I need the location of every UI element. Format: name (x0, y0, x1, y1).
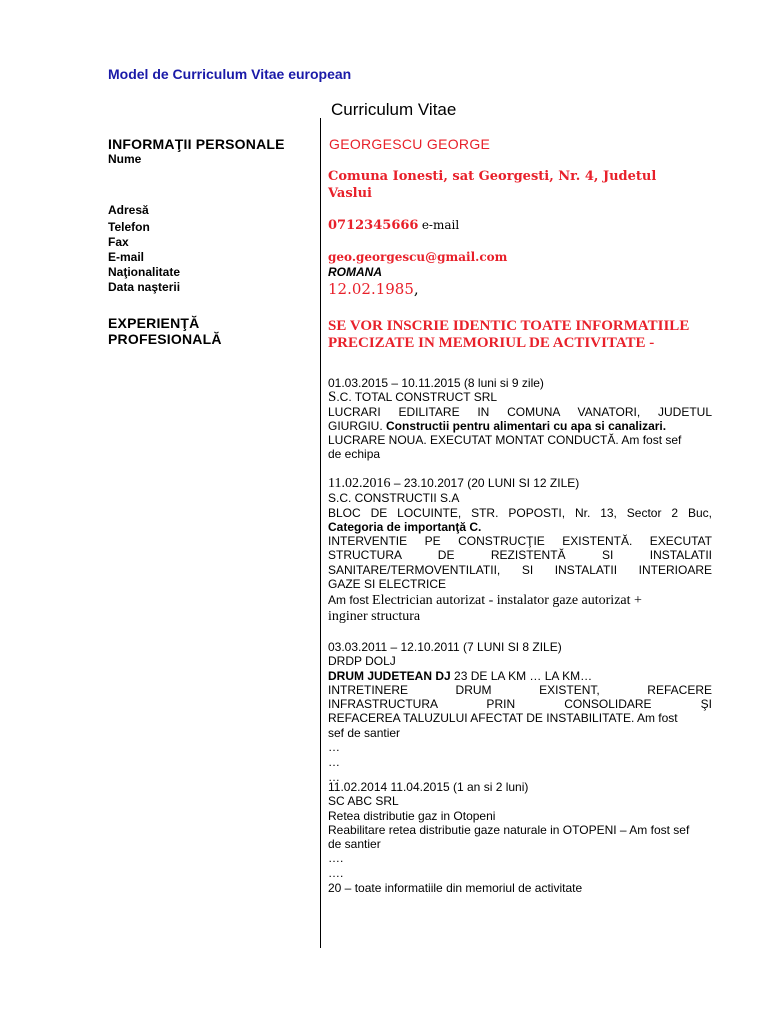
entry-2-role-2: inginer structura (328, 609, 421, 625)
entry-1-desc-4: de echipa (328, 447, 381, 462)
value-nationality: ROMANA (328, 265, 382, 279)
entry-4-ellipsis-2: …. (328, 866, 344, 881)
entry-2-period (328, 476, 712, 491)
entry-1-desc-3: LUCRARE NOUA. EXECUTAT MONTAT CONDUCTĂ. Am fost sef (328, 433, 682, 448)
entry-1-desc-1: LUCRARI EDILITARE IN COMUNA VANATORI, JUDETUL (328, 404, 712, 419)
entry-3-period: 03.03.2011 – 12.10.2011 (7 LUNI SI 8 ZILE) (328, 640, 562, 654)
experience-heading (108, 315, 222, 347)
label-telefon: Telefon (108, 220, 150, 234)
document-top-title: Model de Curriculum Vitae european (108, 66, 352, 82)
entry-1-desc-2-plain: GIURGIU. (328, 418, 383, 433)
experience-entry-4 (328, 780, 712, 896)
entry-3-line-3: INFRASTRUCTURA PRIN CONSOLIDARE ŞI (328, 697, 712, 712)
entry-2-line-6: GAZE SI ELECTRICE (328, 577, 447, 592)
entry-3-company: DRDP DOLJ (328, 654, 396, 669)
entry-3-line-4: REFACEREA TALUZULUI AFECTAT DE INSTABILITATE. Am fost (328, 711, 678, 726)
value-email: geo.georgescu@gmail.com (328, 250, 508, 264)
entry-2-period-rest: – 23.10.2017 (20 LUNI SI 12 ZILE) (390, 476, 580, 490)
entry-4-line-1: Retea distributie gaz in Otopeni (328, 808, 496, 823)
entry-4-line-2: Reabilitare retea distributie gaze naturale in OTOPENI – Am fost sef (328, 822, 690, 837)
address-line-1: Comuna Ionesti, sat Georgesti, Nr. 4, Judetul (328, 169, 657, 184)
entry-2-role-1 (328, 592, 712, 609)
entry-2-line-1: BLOC DE LOCUINTE, STR. POPOSTI, Nr. 13, Sector 2 Buc, (328, 505, 712, 520)
entry-1-desc-2-end: . (662, 418, 667, 433)
entry-1-company-initial: S (328, 389, 337, 406)
birth-date-text: 12.02.1985 (328, 280, 414, 298)
notice-line-1: SE VOR INSCRIE IDENTIC TOATE INFORMATIILE (328, 318, 690, 334)
entry-3-line-2: INTRETINERE DRUM EXISTENT, REFACERE (328, 682, 712, 697)
experience-heading-line-2: PROFESIONALĂ (108, 331, 222, 347)
experience-notice (328, 318, 689, 352)
value-phone: 0712345666 (328, 218, 419, 233)
entry-2-company: S.C. CONSTRUCTII S.A (328, 491, 460, 506)
entry-1-desc-2 (328, 419, 712, 433)
experience-entry-2 (328, 476, 712, 625)
label-data-nasterii: Data naşterii (108, 280, 181, 294)
entry-1-company-rest: .C. TOTAL CONSTRUCT SRL (336, 390, 498, 405)
label-fax: Fax (108, 235, 129, 249)
value-birth-date (328, 280, 419, 298)
entry-2-period-start: 11.02.2016 (328, 476, 391, 491)
entry-2-role-prefix: Am fost (328, 593, 369, 608)
value-name: GEORGESCU GEORGE (329, 136, 491, 152)
entry-4-final: 20 – toate informatiile din memoriul de activitate (328, 881, 583, 896)
entry-2-line-3: INTERVENTIE PE CONSTRUCŢIE EXISTENTĂ. EXECUTAT (328, 534, 712, 549)
entry-2-line-4: STRUCTURA DE REZISTENTĂ SI INSTALATII (328, 548, 712, 563)
personal-info-heading: INFORMAŢII PERSONALE (108, 136, 285, 152)
entry-3-line-5: sef de santier (328, 725, 401, 740)
address-line-2: Vaslui (328, 186, 372, 201)
experience-heading-line-1: EXPERIENŢĂ (108, 315, 200, 331)
entry-3-ellipsis-3: … (328, 770, 340, 785)
column-divider (320, 118, 321, 948)
entry-3-ellipsis-1: … (328, 740, 340, 755)
value-phone-row (328, 218, 459, 233)
entry-4-ellipsis-1: …. (328, 851, 344, 866)
entry-3-road: DRUM JUDETEAN DJ (328, 668, 451, 683)
entry-3-road-km: 23 DE LA KM … LA KM… (454, 668, 593, 683)
value-address (328, 168, 656, 202)
entry-4-period: 11.02.2014 11.04.2015 (1 an si 2 luni) (328, 780, 529, 794)
entry-1-desc-2-bold: Constructii pentru alimentari cu apa si canalizari (386, 418, 663, 433)
entry-1-period: 01.03.2015 – 10.11.2015 (8 luni si 9 zile) (328, 376, 544, 390)
experience-entry-3 (328, 640, 712, 785)
phone-suffix: e-mail (421, 218, 460, 232)
birth-date-suffix: , (413, 280, 419, 298)
label-adresa: Adresă (108, 203, 149, 217)
entry-2-line-5: SANITARE/TERMOVENTILATII, SI INSTALATII INTERIOARE (328, 562, 712, 577)
entry-3-ellipsis-2: … (328, 755, 340, 770)
label-email: E-mail (108, 250, 145, 264)
entry-2-role-text: Electrician autorizat - instalator gaze autorizat + (372, 593, 642, 609)
cv-title: Curriculum Vitae (331, 100, 457, 119)
entry-4-company: SC ABC SRL (328, 794, 399, 809)
entry-4-line-3: de santier (328, 837, 381, 852)
notice-line-2: PRECIZATE IN MEMORIUL DE ACTIVITATE - (328, 335, 655, 351)
label-nume: Nume (108, 152, 142, 166)
label-nationalitate: Naţionalitate (108, 265, 181, 279)
experience-entry-1 (328, 376, 712, 462)
entry-2-line-2: Categoria de importanţă C. (328, 519, 482, 534)
entry-3-line-1 (328, 669, 712, 683)
entry-1-company (328, 390, 712, 404)
